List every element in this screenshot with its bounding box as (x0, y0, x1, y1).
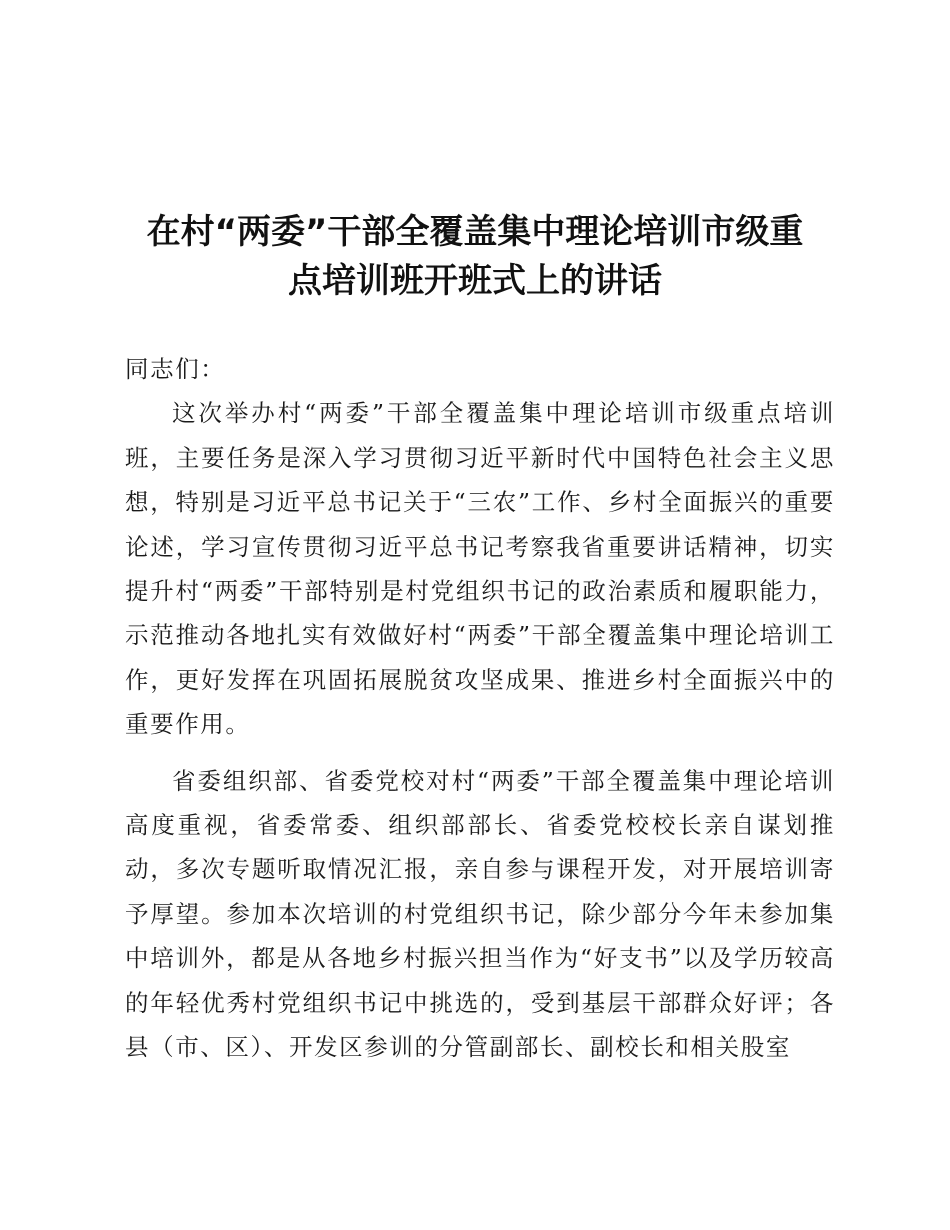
paragraph-1: 这次举办村“两委”干部全覆盖集中理论培训市级重点培训班，主要任务是深入学习贯彻习近平新时代中国特色社会主义思想，特别是习近平总书记关于“三农”工作、乡村全面振兴的重要论述，学习宣传贯彻习近平总书记考察我省重要讲话精神，切实提升村“两委”干部特别是村党组织书记的政治素质和履职能力，示范推动各地扎实有效做好村“两委”干部全覆盖集中理论培训工作，更好发挥在巩固拓展脱贫攻坚成果、推进乡村全面振兴中的重要作用。 (125, 399, 835, 739)
title-line-1: 在村“两委”干部全覆盖集中理论培训市级重 (146, 212, 804, 252)
title-line-2: 点培训班开班式上的讲话 (288, 261, 662, 301)
document-title (100, 208, 850, 306)
salutation: 同志们： (125, 355, 226, 383)
paragraph-2: 省委组织部、省委党校对村“两委”干部全覆盖集中理论培训高度重视，省委常委、组织部部长、省委党校校长亲自谋划推动，多次专题听取情况汇报，亲自参与课程开发，对开展培训寄予厚望。参加本次培训的村党组织书记，除少部分今年未参加集中培训外，都是从各地乡村振兴担当作为“好支书”以及学历较高的年轻优秀村党组织书记中挑选的，受到基层干部群众好评；各县（市、区）、开发区参训的分管副部长、副校长和相关股室 (125, 766, 835, 1062)
document-body (125, 347, 835, 1070)
